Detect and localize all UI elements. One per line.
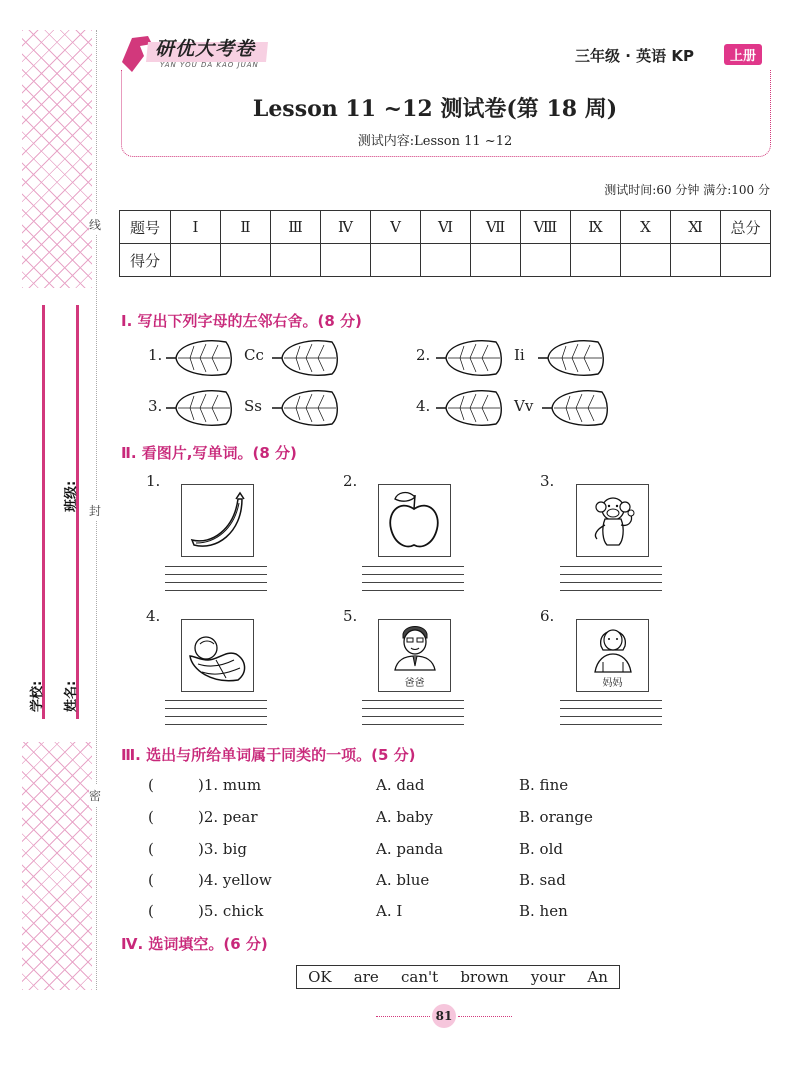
page-title: Lesson 11 ~12 测试卷(第 18 周) [252, 96, 618, 122]
section2-heading: Ⅱ. 看图片,写单词。(8 分) [121, 444, 297, 462]
score-cell[interactable] [171, 244, 221, 277]
score-header-cell: 题号 [120, 211, 171, 244]
choice-paren[interactable]: ( [148, 902, 154, 920]
logo-title: 研优大考卷 [155, 38, 256, 60]
dad-icon [379, 620, 450, 680]
score-cell[interactable] [621, 244, 671, 277]
score-cell[interactable] [321, 244, 371, 277]
score-header-cell: Ⅲ [271, 211, 321, 244]
answer-lines[interactable] [165, 566, 267, 598]
volume-badge: 上册 [724, 44, 762, 65]
picture-box [181, 484, 254, 557]
picture-box [378, 619, 451, 692]
cut-label-secret: 密 [89, 785, 101, 806]
score-header-cell: Ⅳ [321, 211, 371, 244]
choice-question: )2. pear [198, 808, 258, 826]
logo-subtitle: YAN YOU DA KAO JUAN [160, 61, 259, 69]
score-cell[interactable] [371, 244, 421, 277]
score-header-row [120, 211, 771, 244]
score-cell[interactable] [671, 244, 721, 277]
name-label: 姓名: [64, 680, 79, 712]
word-bank-item: An [587, 968, 608, 986]
apple-icon [379, 485, 450, 556]
score-cell[interactable] [471, 244, 521, 277]
choice-question: )5. chick [198, 902, 264, 920]
score-header-cell: Ⅵ [421, 211, 471, 244]
school-label: 学校: [30, 680, 45, 712]
letter-item-letter: Ii [514, 346, 525, 364]
choice-option-b: B. fine [519, 776, 569, 794]
choice-option-b: B. old [519, 840, 563, 858]
answer-lines[interactable] [362, 700, 464, 732]
answer-lines[interactable] [165, 700, 267, 732]
score-table [119, 210, 771, 277]
score-header-cell: Ⅱ [221, 211, 271, 244]
score-header-cell: Ⅺ [671, 211, 721, 244]
choice-question: )1. mum [198, 776, 262, 794]
leaf-blank-icon[interactable] [540, 386, 612, 430]
word-bank-item: are [353, 968, 379, 986]
baby-icon [182, 620, 253, 691]
letter-item-letter: Vv [514, 397, 534, 415]
letter-item-letter: Cc [244, 346, 264, 364]
score-cell[interactable] [521, 244, 571, 277]
monkey-icon [577, 485, 648, 556]
picture-item-number: 5. [343, 607, 358, 625]
score-cell[interactable] [221, 244, 271, 277]
section4-heading: Ⅳ. 选词填空。(6 分) [121, 935, 268, 953]
grade-subject: 三年级 · 英语 KP [575, 47, 694, 65]
choice-question: )3. big [198, 840, 247, 858]
score-cell[interactable] [421, 244, 471, 277]
mum-icon [577, 620, 648, 680]
picture-item-number: 1. [146, 472, 161, 490]
choice-option-a: A. I [376, 902, 403, 920]
picture-caption: 爸爸 [404, 678, 425, 689]
cut-label-seal: 封 [89, 500, 101, 521]
section1-heading: Ⅰ. 写出下列字母的左邻右舍。(8 分) [121, 312, 362, 330]
leaf-blank-icon[interactable] [164, 336, 236, 380]
choice-paren[interactable]: ( [148, 808, 154, 826]
word-bank-item: your [530, 968, 566, 986]
page-subtitle: 测试内容:Lesson 11 ~12 [357, 134, 513, 149]
score-value-row [120, 244, 771, 277]
section3-heading: Ⅲ. 选出与所给单词属于同类的一项。(5 分) [121, 746, 416, 764]
choice-option-a: A. dad [376, 776, 425, 794]
score-cell[interactable] [721, 244, 771, 277]
letter-item-number: 1. [148, 346, 163, 364]
picture-item-number: 6. [540, 607, 555, 625]
test-info: 测试时间:60 分钟 满分:100 分 [604, 183, 770, 197]
picture-box [181, 619, 254, 692]
score-header-cell: Ⅷ [521, 211, 571, 244]
choice-option-b: B. orange [519, 808, 593, 826]
picture-item-number: 4. [146, 607, 161, 625]
choice-paren[interactable]: ( [148, 871, 154, 889]
score-header-cell: Ⅶ [471, 211, 521, 244]
letter-item-number: 2. [416, 346, 431, 364]
choice-option-a: A. panda [376, 840, 444, 858]
letter-item-number: 3. [148, 397, 163, 415]
score-cell[interactable] [571, 244, 621, 277]
word-bank-item: can't [400, 968, 439, 986]
leaf-blank-icon[interactable] [434, 386, 506, 430]
picture-caption: 妈妈 [602, 678, 623, 689]
leaf-blank-icon[interactable] [270, 386, 342, 430]
choice-option-b: B. sad [519, 871, 566, 889]
picture-item-number: 3. [540, 472, 555, 490]
class-label: 班级: [64, 480, 79, 512]
score-cell[interactable] [271, 244, 321, 277]
letter-item-letter: Ss [244, 397, 262, 415]
choice-option-a: A. blue [376, 871, 430, 889]
leaf-blank-icon[interactable] [270, 336, 342, 380]
binding-bar-left [42, 305, 45, 719]
answer-lines[interactable] [560, 700, 662, 732]
choice-option-a: A. baby [376, 808, 433, 826]
answer-lines[interactable] [560, 566, 662, 598]
binding-hatch-top [22, 30, 92, 288]
score-header-cell: Ⅸ [571, 211, 621, 244]
score-header-cell: Ⅴ [371, 211, 421, 244]
score-header-cell: Ⅹ [621, 211, 671, 244]
footer-rule-right [458, 1016, 512, 1017]
leaf-blank-icon[interactable] [434, 336, 506, 380]
picture-box [576, 619, 649, 692]
picture-item-number: 2. [343, 472, 358, 490]
word-bank-item: brown [460, 968, 509, 986]
word-bank-item: OK [308, 968, 332, 986]
binding-bar-right [76, 305, 79, 719]
answer-lines[interactable] [362, 566, 464, 598]
binding-hatch-bottom [22, 742, 92, 990]
banana-icon [182, 485, 253, 556]
choice-option-b: B. hen [519, 902, 568, 920]
score-header-cell: 总分 [721, 211, 771, 244]
page-number: 81 [432, 1004, 456, 1028]
letter-item-number: 4. [416, 397, 431, 415]
cut-label-line: 线 [89, 214, 101, 235]
word-bank [296, 965, 620, 989]
choice-paren[interactable]: ( [148, 776, 154, 794]
leaf-blank-icon[interactable] [536, 336, 608, 380]
choice-question: )4. yellow [198, 871, 272, 889]
score-row-label: 得分 [120, 244, 171, 277]
leaf-blank-icon[interactable] [164, 386, 236, 430]
choice-paren[interactable]: ( [148, 840, 154, 858]
score-header-cell: Ⅰ [171, 211, 221, 244]
picture-box [576, 484, 649, 557]
footer-rule-left [376, 1016, 430, 1017]
picture-box [378, 484, 451, 557]
